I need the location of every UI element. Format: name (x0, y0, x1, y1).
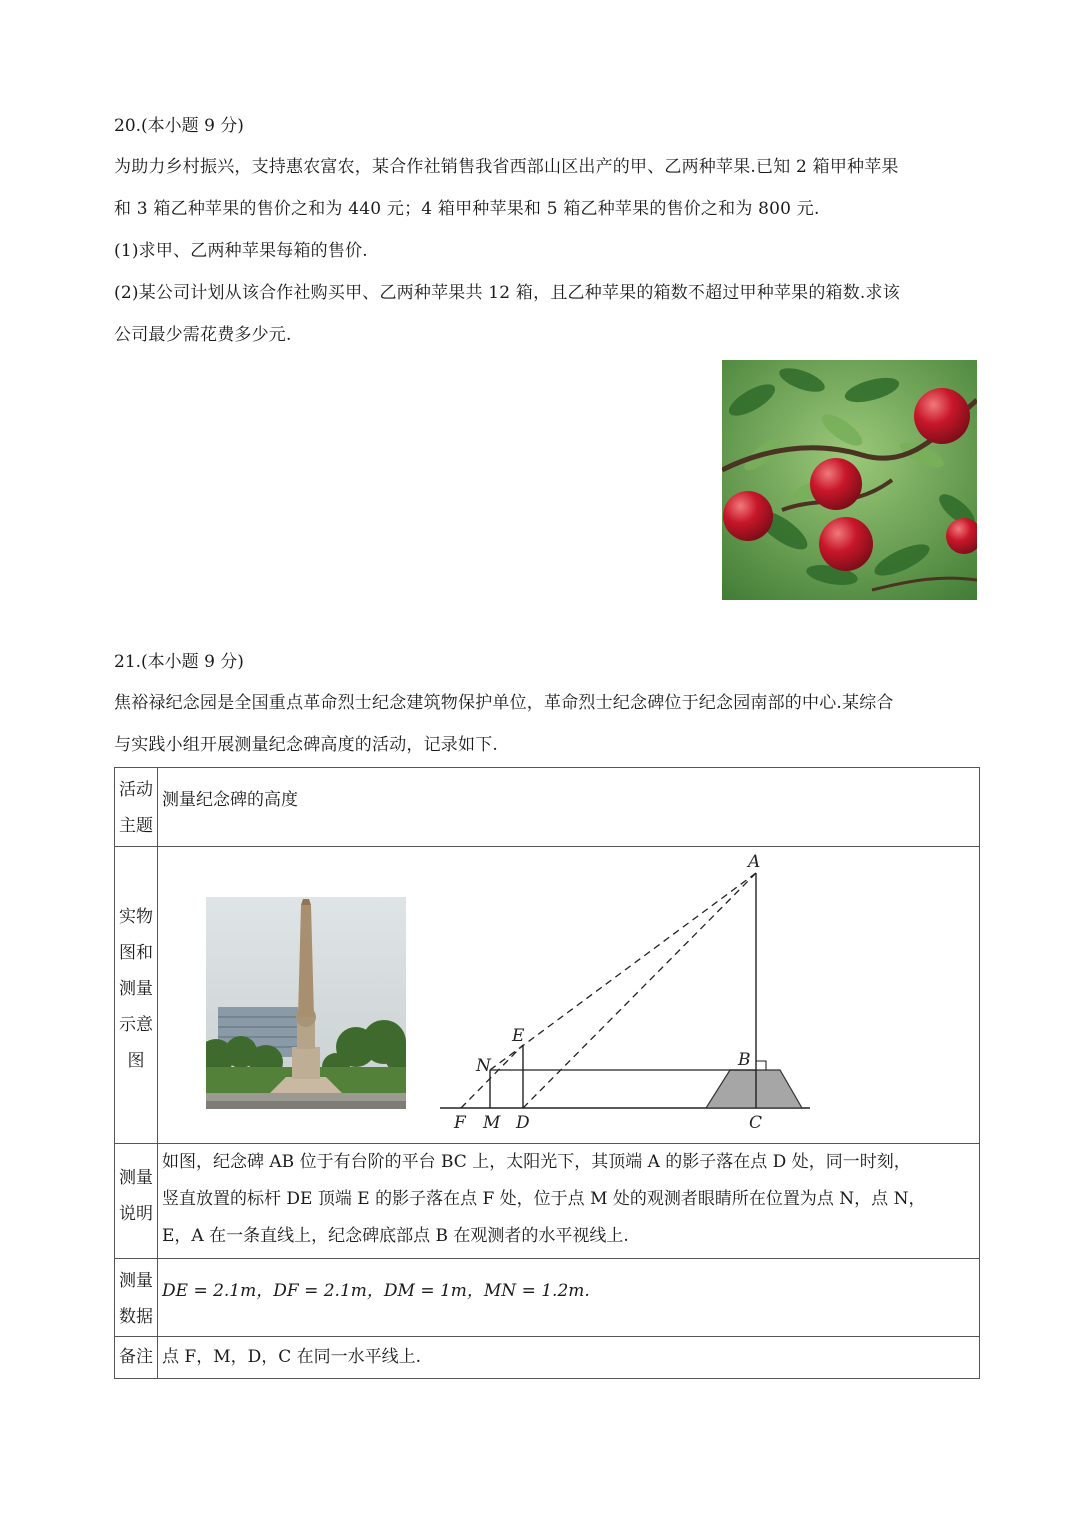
label-point: M (483, 1113, 501, 1133)
label-point: F (454, 1113, 466, 1133)
row-content-topic: 测量纪念碑的高度 (158, 768, 980, 847)
row-label-note (115, 1337, 158, 1379)
row-label-description (115, 1144, 158, 1259)
label-point: D (516, 1113, 530, 1133)
q20-line-1: 为助力乡村振兴，支持惠农富农，某合作社销售我省西部山区出产的甲、乙两种苹果.已知 2 箱甲种苹果 (114, 157, 899, 177)
row-content-figure (158, 847, 980, 1144)
description-line-3: E，A 在一条直线上，纪念碑底部点 B 在观测者的水平视线上. (162, 1226, 629, 1246)
label-text: 说明 (119, 1204, 153, 1224)
description-line-1: 如图，纪念碑 AB 位于有台阶的平台 BC 上，太阳光下，其顶端 A 的影子落在点 D 处，同一时刻， (162, 1152, 911, 1172)
label-text: 图 (127, 1051, 145, 1071)
q21-line-1: 焦裕禄纪念园是全国重点革命烈士纪念建筑物保护单位，革命烈士纪念碑位于纪念园南部的中心.某综合 (114, 693, 894, 713)
label-point: B (738, 1050, 751, 1070)
label-point: C (749, 1113, 763, 1133)
measurement-diagram (440, 849, 820, 1134)
label-text: 测量 (119, 979, 153, 999)
label-point: N (476, 1056, 491, 1076)
row-content-description (158, 1144, 980, 1259)
table-row-note (115, 1337, 980, 1379)
row-label-data (115, 1259, 158, 1337)
q20-line-4: (2)某公司计划从该合作社购买甲、乙两种苹果共 12 箱，且乙种苹果的箱数不超过甲种苹果的箱数.求该 (114, 283, 900, 303)
monument-photo (206, 897, 406, 1109)
measurement-record-table (114, 767, 980, 1379)
table-row-topic (115, 768, 980, 847)
row-content-note: 点 F，M，D，C 在同一水平线上. (158, 1337, 980, 1379)
q20-line-2: 和 3 箱乙种苹果的售价之和为 440 元；4 箱甲种苹果和 5 箱乙种苹果的售价之和为 800 元. (114, 199, 820, 219)
ray-DA (523, 873, 756, 1108)
question-21-header: 21.(本小题 9 分) (114, 652, 244, 672)
question-21-body (114, 682, 984, 766)
label-text: 图和 (119, 943, 153, 963)
question-20-header: 20.(本小题 9 分) (114, 116, 244, 136)
label-text: 测量 (119, 1271, 153, 1291)
apple-tree-photo (722, 360, 977, 600)
platform-shape (706, 1070, 802, 1108)
question-20-body (114, 146, 984, 356)
label-point: E (512, 1026, 525, 1046)
q20-line-5: 公司最少需花费多少元. (114, 325, 292, 345)
q20-line-3: (1)求甲、乙两种苹果每箱的售价. (114, 241, 368, 261)
table-row-data (115, 1259, 980, 1337)
label-text: 测量 (119, 1168, 153, 1188)
ray-FE (461, 1045, 523, 1108)
row-label-figure (115, 847, 158, 1144)
label-text: 活动 (119, 780, 153, 800)
label-text: 备注 (119, 1347, 153, 1367)
q21-line-2: 与实践小组开展测量纪念碑高度的活动，记录如下. (114, 735, 499, 755)
right-angle-mark (756, 1061, 766, 1070)
label-text: 数据 (119, 1307, 153, 1327)
label-text: 示意 (119, 1015, 153, 1035)
row-label-topic (115, 768, 158, 847)
label-point: A (748, 852, 761, 872)
description-line-2: 竖直放置的标杆 DE 顶端 E 的影子落在点 F 处，位于点 M 处的观测者眼睛所在位置为点 N，点 N， (162, 1189, 926, 1209)
label-text: 主题 (119, 816, 153, 836)
row-content-data: DE = 2.1m，DF = 2.1m，DM = 1m，MN = 1.2m. (158, 1259, 980, 1337)
table-row-figure (115, 847, 980, 1144)
label-text: 实物 (119, 907, 153, 927)
ray-NA (490, 873, 756, 1070)
table-row-description (115, 1144, 980, 1259)
